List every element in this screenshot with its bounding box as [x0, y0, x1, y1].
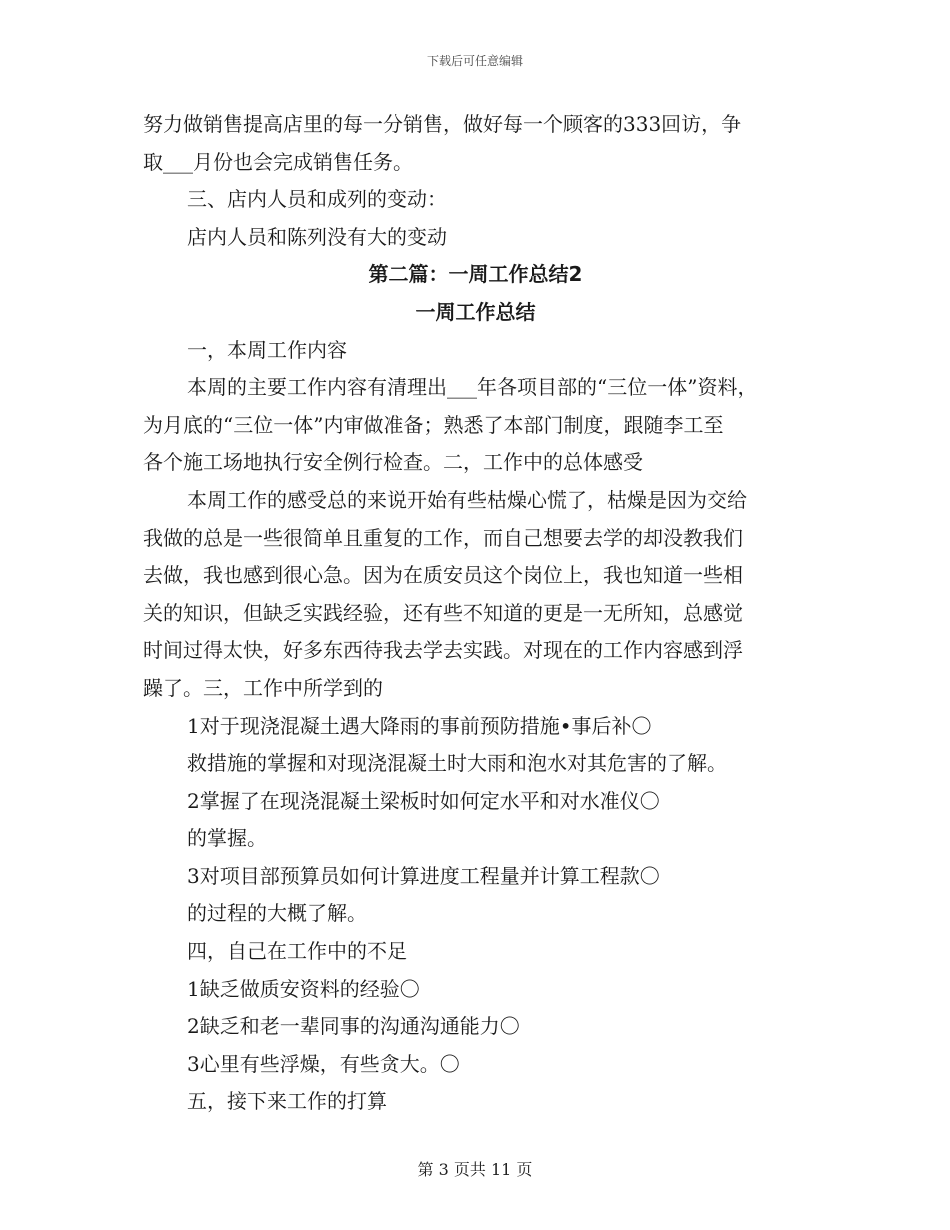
text-line: 的掌握。: [187, 826, 267, 851]
text-line: 的过程的大概了解。: [187, 901, 367, 926]
text-line: 3心里有些浮燥，有些贪大。〇: [187, 1051, 460, 1076]
page-header: 下载后可任意编辑: [426, 54, 523, 68]
page-footer: 第 3 页共 11 页: [417, 1160, 533, 1179]
text-line: 1对于现浇混凝土遇大降雨的事前预防措施•事后补〇: [187, 713, 652, 738]
document-body: [143, 106, 808, 1121]
text-line: 去做，我也感到很心急。因为在质安员这个岗位上，我也知道一些相: [143, 563, 743, 588]
text-line: 3对项目部预算员如何计算进度工程量并计算工程款〇: [187, 863, 660, 888]
section-heading: 第二篇：一周工作总结2: [368, 262, 583, 287]
text-line: 救措施的掌握和对现浇混凝土时大雨和泡水对其危害的了解。: [187, 751, 727, 776]
text-line: 躁了。三，工作中所学到的: [143, 675, 383, 700]
text-line: 时间过得太快，好多东西待我去学去实践。对现在的工作内容感到浮: [143, 638, 743, 663]
text-line: 三、店内人员和成列的变动：: [187, 187, 447, 212]
text-line: 各个施工场地执行安全例行检查。二，工作中的总体感受: [143, 450, 643, 475]
text-line: 一，本周工作内容: [187, 337, 347, 362]
text-line: 店内人员和陈列没有大的变动: [187, 224, 447, 249]
text-line: 本周工作的感受总的来说开始有些枯燥心慌了，枯燥是因为交给: [187, 487, 747, 512]
text-line: 关的知识，但缺乏实践经验，还有些不知道的更是一无所知，总感觉: [143, 600, 743, 625]
section-heading: 一周工作总结: [415, 299, 536, 324]
text-line: 四，自己在工作中的不足: [187, 939, 407, 964]
text-line: 1缺乏做质安资料的经验〇: [187, 976, 420, 1001]
text-line: 我做的总是一些很简单且重复的工作，而自己想要去学的却没教我们: [143, 525, 743, 550]
text-line: 本周的主要工作内容有清理出___年各项目部的“三位一体”资料，: [187, 375, 758, 400]
text-line: 2掌握了在现浇混凝土梁板时如何定水平和对水准仪〇: [187, 788, 660, 813]
text-line: 五，接下来工作的打算: [187, 1089, 387, 1114]
text-line: 2缺乏和老一辈同事的沟通沟通能力〇: [187, 1014, 520, 1039]
text-line: 取___月份也会完成销售任务。: [143, 149, 413, 174]
text-line: 努力做销售提高店里的每一分销售，做好每一个顾客的333回访，争: [143, 112, 742, 136]
text-line: 为月底的“三位一体”内审做准备；熟悉了本部门制度，跟随李工至: [143, 412, 724, 437]
